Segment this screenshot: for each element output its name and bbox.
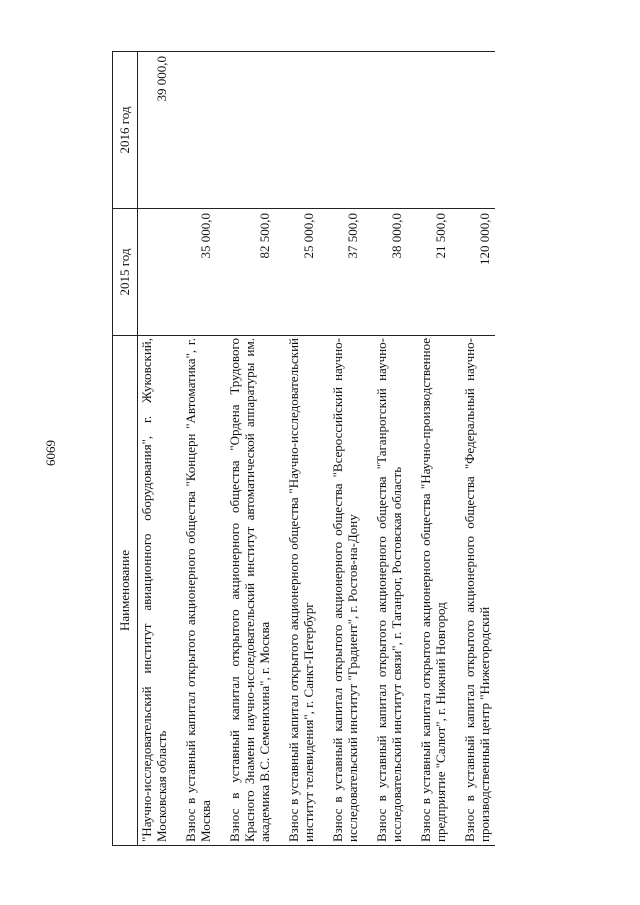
row-gap <box>451 52 460 846</box>
row-value-2016 <box>225 52 275 209</box>
table-row <box>460 52 495 846</box>
row-value-2016: 39 000,0 <box>138 52 173 209</box>
table-row <box>372 52 407 846</box>
row-gap <box>172 52 181 846</box>
page-number: 6069 <box>43 440 58 466</box>
row-gap <box>363 52 372 846</box>
row-name: "Научно-исследовательский институт авиационного оборудования", г. Жуковский, Московская область <box>138 336 173 846</box>
row-name: Взнос в уставный капитал открытого акционерного общества "Федеральный научно-производственный центр "Нижегородский <box>460 336 495 846</box>
row-name: Взнос в уставный капитал открытого акционерного общества "Концерн "Автоматика", г. Москва <box>181 336 216 846</box>
row-gap <box>319 52 328 846</box>
row-gap <box>216 52 225 846</box>
row-name: Взнос в уставный капитал открытого акционерного общества "Всероссийский научно-исследовательский институт "Градиент", г. Ростов-на-Дону <box>328 336 363 846</box>
table-row <box>284 52 319 846</box>
table-header-row <box>113 52 138 846</box>
row-name: Взнос в уставный капитал открытого акционерного общества "Научно-производственное предприятие "Салют", г. Нижний Новгород <box>416 336 451 846</box>
row-value-2015: 120 000,0 <box>460 209 495 336</box>
row-name: Взнос в уставный капитал открытого акционерного общества "Научно-исследовательский институт телевидения", г. Санкт-Петербург <box>284 336 319 846</box>
table-row <box>225 52 275 846</box>
row-name: Взнос в уставный капитал открытого акционерного общества "Таганрогский научно-исследовательский институт связи", г. Таганрог, Ростовская область <box>372 336 407 846</box>
row-gap <box>407 52 416 846</box>
row-value-2016 <box>460 52 495 209</box>
row-value-2016 <box>284 52 319 209</box>
table-row <box>416 52 451 846</box>
row-value-2016 <box>328 52 363 209</box>
row-value-2015: 82 500,0 <box>225 209 275 336</box>
header-2015: 2015 год <box>113 209 138 336</box>
rotated-page-content <box>112 52 594 846</box>
row-value-2015: 35 000,0 <box>181 209 216 336</box>
row-value-2016 <box>181 52 216 209</box>
row-value-2015: 37 500,0 <box>328 209 363 336</box>
row-value-2015 <box>138 209 173 336</box>
row-value-2016 <box>372 52 407 209</box>
row-value-2015: 25 000,0 <box>284 209 319 336</box>
row-value-2016 <box>416 52 451 209</box>
table-row <box>181 52 216 846</box>
row-value-2015: 38 000,0 <box>372 209 407 336</box>
header-2016: 2016 год <box>113 52 138 209</box>
row-gap <box>275 52 284 846</box>
row-value-2015: 21 500,0 <box>416 209 451 336</box>
table-row <box>138 52 173 846</box>
table-row <box>328 52 363 846</box>
header-name: Наименование <box>113 336 138 846</box>
budget-table <box>112 51 495 846</box>
row-name: Взнос в уставный капитал открытого акционерного общества "Ордена Трудового Красного Знамени научно-исследовательский институт автоматической аппаратуры им. академика В.С. Семенихина", г. Москва <box>225 336 275 846</box>
